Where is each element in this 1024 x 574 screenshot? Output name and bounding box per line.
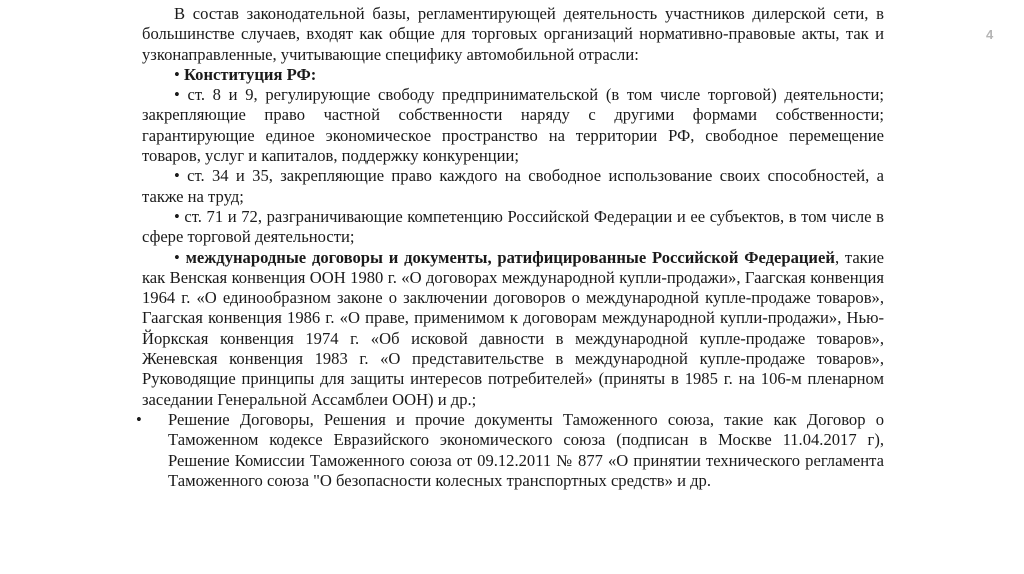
constitution-item-71-72: • ст. 71 и 72, разграничивающие компетенцию Российской Федерации и ее субъектов, в том числе в сфере торговой деятельности; [142, 206, 884, 247]
intro-paragraph: В состав законодательной базы, регламентирующей деятельность участников дилерской сети, в большинстве случаев, входят как общие для торговых организаций нормативно-правовые акты, так и узконаправленные, учитывающие специфику автомобильной отрасли: [142, 4, 884, 64]
international-treaties-heading: международные договоры и документы, ратифицированные Российской Федерацией [185, 247, 835, 267]
international-treaties-text: , такие как Венская конвенция ООН 1980 г. «О договорах международной купли-продажи», Гаагская конвенция 1964 г. «О единообразном законе о заключении договоров о международной купле-продаже товаров», Гаагская конвенция 1986 г. «О праве, применимом к договорам международной купли-продажи», Нью-Йоркская конвенция 1974 г. «Об исковой давности в международной купле-продаже товаров», Женевская конвенция 1983 г. «О представительстве в международной купле-продаже товаров», Руководящие принципы для защиты интересов потребителей» (приняты в 1985 г. на 106-м пленарном заседании Генеральной Ассамблеи ООН) и др.; [142, 247, 884, 409]
constitution-heading-line [142, 65, 884, 85]
bullet-marker: • [174, 64, 180, 84]
customs-union-list-item [136, 409, 884, 491]
bullet-marker: • [174, 247, 180, 267]
constitution-item-34-35: • ст. 34 и 35, закрепляющие право каждого на свободное использование своих способностей, а также на труд; [142, 166, 884, 206]
customs-union-text: Решение Договоры, Решения и прочие документы Таможенного союза, такие как Договор о Таможенном кодексе Евразийского экономического союза (подписан в Москве 11.04.2017 г), Решение Комиссии Таможенного союза от 09.12.2011 № 877 «О принятии технического регламента Таможенного союза "О безопасности колесных транспортных средств» и др. [168, 409, 884, 490]
constitution-heading: Конституция РФ: [183, 64, 317, 84]
slide-number: 4 [986, 27, 994, 42]
bullet-marker: • [136, 409, 142, 429]
constitution-item-8-9: • ст. 8 и 9, регулирующие свободу предпринимательской (в том числе торговой) деятельности; закрепляющие право частной собственности наряду с другими формами собственности; гарантирующие единое экономическое пространство на территории РФ, свободное перемещение товаров, услуг и капиталов, поддержку конкуренции; [142, 85, 884, 166]
international-treaties-paragraph [142, 248, 884, 410]
document-body [136, 4, 884, 491]
